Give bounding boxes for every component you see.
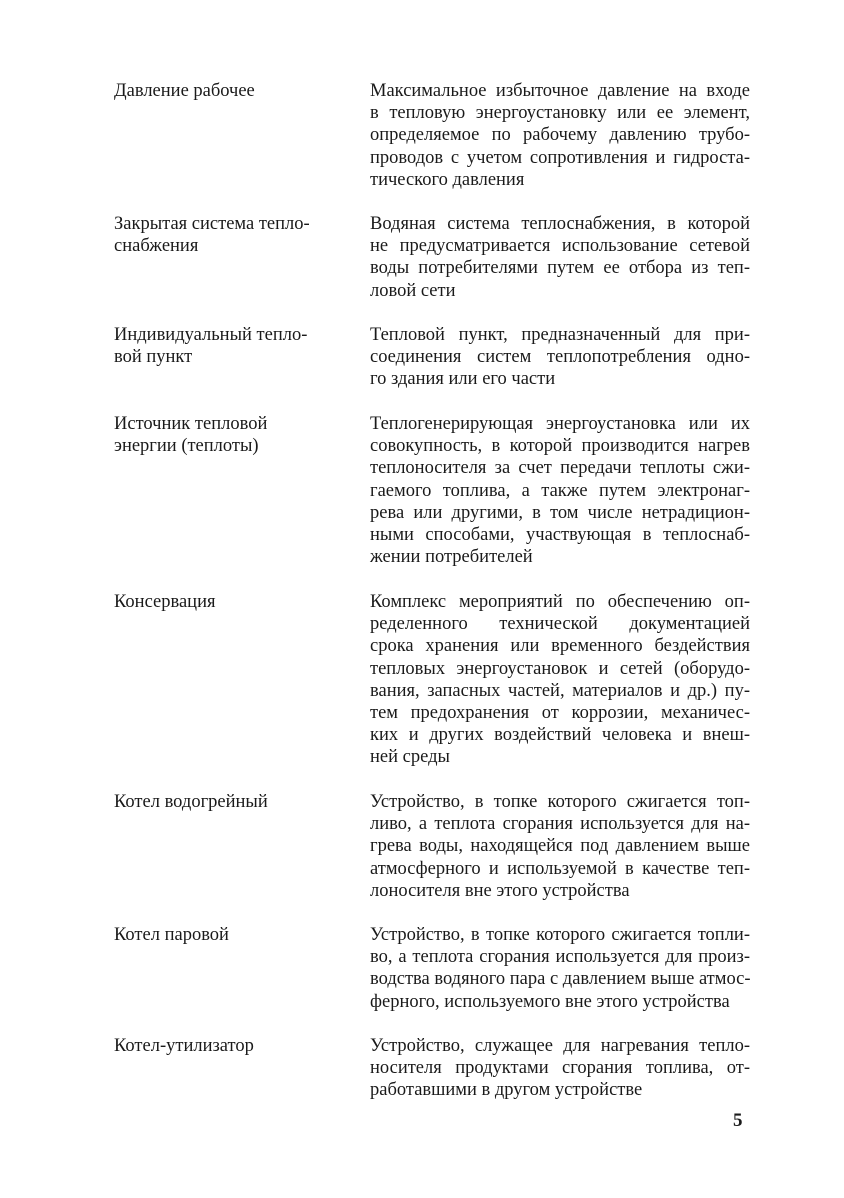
definition-line: Водяная система теплоснабжения, в которой: [370, 214, 750, 234]
definition-line: ными способами, участвующая в теплоснаб-: [370, 525, 750, 546]
definition-line: Максимальное избыточное давление на входе: [370, 81, 750, 101]
definition-line: Устройство, в топке которого сжигается топ-: [370, 792, 750, 812]
definition-line: Комплекс мероприятий по обеспечению оп-: [370, 592, 750, 612]
term-line: Котел водогрейный: [114, 792, 268, 812]
definition: [370, 80, 750, 191]
definition: [370, 324, 750, 391]
definition-line: Устройство, в топке которого сжигается топли-: [370, 925, 750, 945]
term-line: Давление рабочее: [114, 81, 255, 101]
definition-line: ферного, используемого вне этого устройства: [370, 991, 730, 1012]
term-line: снабжения: [114, 236, 199, 257]
definition-line: тем предохранения от коррозии, механичес-: [370, 703, 750, 724]
definition-line: ределенного технической документацией: [370, 614, 750, 635]
term-line: Котел паровой: [114, 925, 229, 945]
definition-line: го здания или его части: [370, 369, 556, 390]
definition-line: Устройство, служащее для нагревания тепло-: [370, 1036, 750, 1056]
definition-line: носителя продуктами сгорания топлива, от-: [370, 1058, 750, 1079]
term-line: Котел-утилизатор: [114, 1036, 254, 1056]
definition-line: жении потребителей: [370, 547, 533, 568]
definition-line: совокупность, в которой производится нагрев: [370, 436, 750, 457]
term: [114, 791, 329, 813]
definition-line: не предусматривается использование сетевой: [370, 236, 750, 257]
definition-line: теплоносителя за счет передачи теплоты сжи-: [370, 458, 750, 479]
definition-line: работавшими в другом устройстве: [370, 1080, 643, 1101]
term-line: энергии (теплоты): [114, 436, 259, 457]
definition-line: воды потребителями путем ее отбора из теп-: [370, 258, 750, 279]
definition-line: атмосферного и используемой в качестве теп-: [370, 858, 750, 879]
definition: [370, 413, 750, 568]
definition: [370, 791, 750, 902]
term-line: Консервация: [114, 592, 216, 612]
term: [114, 1035, 329, 1057]
term: [114, 413, 329, 457]
definition-line: водства водяного пара с давлением выше атмос-: [370, 969, 751, 990]
definition-line: Тепловой пункт, предназначенный для при-: [370, 325, 750, 345]
definition-line: ловой сети: [370, 280, 456, 301]
definition-line: гаемого топлива, а также путем электронаг-: [370, 480, 750, 501]
definition: [370, 213, 750, 302]
definition-line: рева или другими, в том числе нетрадицион-: [370, 502, 750, 523]
definition-line: ней среды: [370, 747, 450, 768]
definition-line: тического давления: [370, 169, 525, 190]
definition-line: вания, запасных частей, материалов и др.) пу-: [370, 680, 750, 701]
definition-line: грева воды, находящейся под давлением выше: [370, 836, 750, 857]
definition-line: в тепловую энергоустановку или ее элемент,: [370, 103, 750, 124]
term: [114, 213, 329, 257]
term: [114, 80, 329, 102]
definition-line: проводов с учетом сопротивления и гидроста-: [370, 147, 750, 168]
page-number: 5: [733, 1110, 743, 1131]
definition-line: срока хранения или временного бездействия: [370, 636, 750, 657]
term: [114, 924, 329, 946]
definition-line: соединения систем теплопотребления одно-: [370, 347, 750, 368]
term-line: Закрытая система тепло-: [114, 214, 310, 234]
definition: [370, 591, 750, 769]
definition-line: ких и других воздействий человека и внеш-: [370, 725, 750, 746]
term-line: Индивидуальный тепло-: [114, 325, 308, 345]
term-line: вой пункт: [114, 347, 193, 368]
definition: [370, 1035, 750, 1102]
definition-line: лоносителя вне этого устройства: [370, 880, 630, 901]
term: [114, 324, 329, 368]
definition-line: определяемое по рабочему давлению трубо-: [370, 125, 750, 146]
term: [114, 591, 329, 613]
definition-line: Теплогенерирующая энергоустановка или их: [370, 414, 750, 434]
definition: [370, 924, 750, 1013]
definition-line: тепловых энергоустановок и сетей (оборудо-: [370, 658, 750, 679]
definition-line: ливо, а теплота сгорания используется для на-: [370, 814, 750, 835]
term-line: Источник тепловой: [114, 414, 268, 434]
definition-line: во, а теплота сгорания используется для произ-: [370, 947, 750, 968]
